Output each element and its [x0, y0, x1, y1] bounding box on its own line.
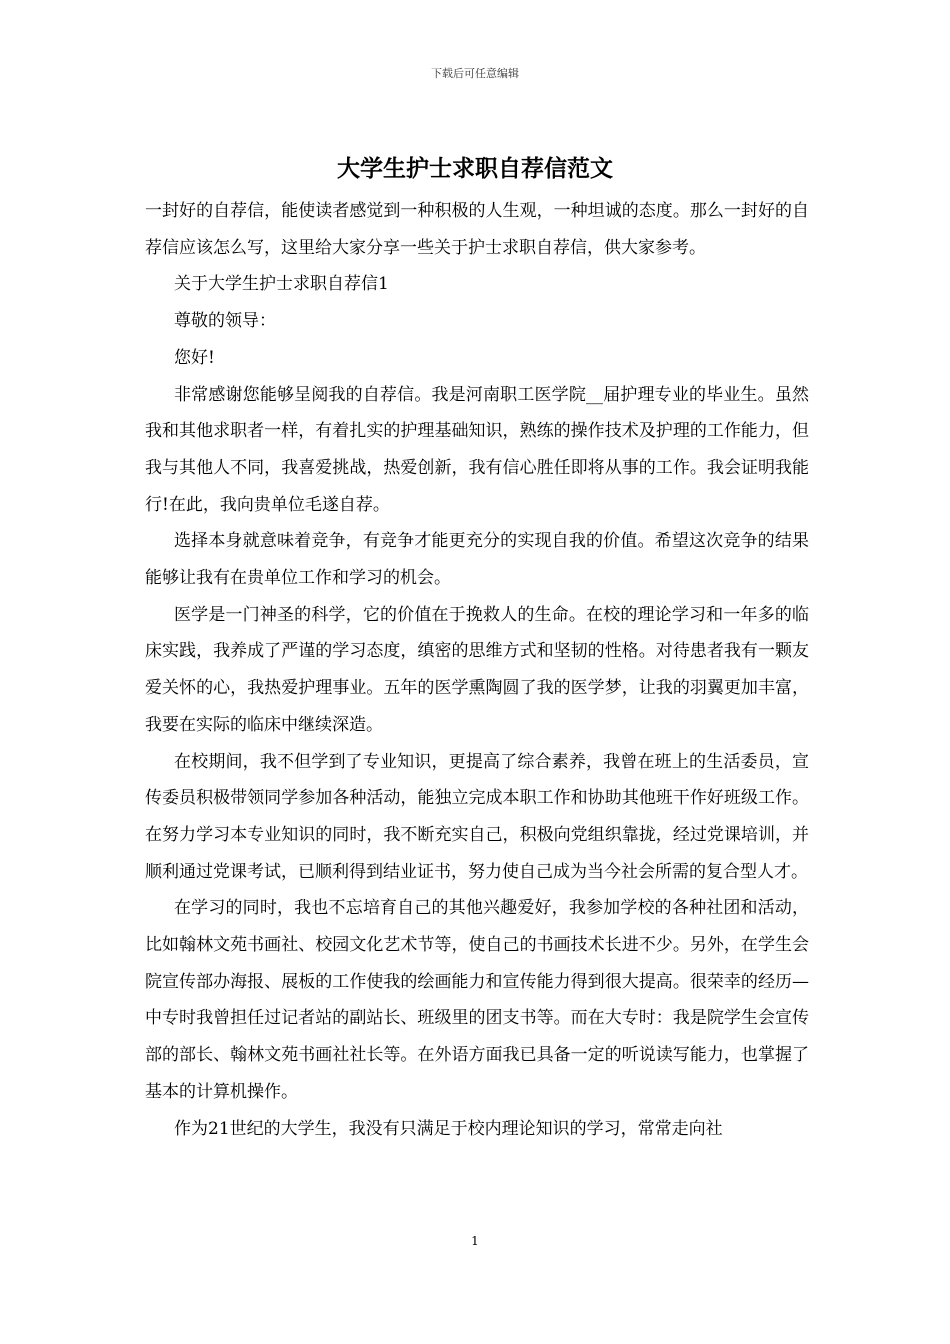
intro-paragraph: 一封好的自荐信，能使读者感觉到一种积极的人生观，一种坦诚的态度。那么一封好的自荐信应该怎么写，这里给大家分享一些关于护士求职自荐信，供大家参考。	[145, 201, 809, 258]
body-paragraph: 在校期间，我不但学到了专业知识，更提高了综合素养，我曾在班上的生活委员，宣传委员积极带领同学参加各种活动，能独立完成本职工作和协助其他班干作好班级工作。在努力学习本专业知识的同时，我不断充实自己，积极向党组织靠拢，经过党课培训，并顺利通过党课考试，已顺利得到结业证书，努力使自己成为当今社会所需的复合型人才。	[145, 751, 809, 882]
section-heading: 关于大学生护士求职自荐信1	[174, 274, 389, 295]
greeting: 您好!	[174, 347, 215, 368]
body-paragraph: 选择本身就意味着竞争，有竞争才能更充分的实现自我的价值。希望这次竞争的结果能够让我有在贵单位工作和学习的机会。	[145, 531, 809, 589]
body-paragraph: 作为21世纪的大学生，我没有只满足于校内理论知识的学习，常常走向社	[174, 1118, 723, 1139]
body-paragraph: 医学是一门神圣的科学，它的价值在于挽救人的生命。在校的理论学习和一年多的临床实践，我养成了严谨的学习态度，缜密的思维方式和坚韧的性格。对待患者我有一颗友爱关怀的心，我热爱护理事业。五年的医学熏陶圆了我的医学梦，让我的羽翼更加丰富，我要在实际的临床中继续深造。	[145, 604, 809, 735]
document-body	[145, 193, 809, 1147]
page-number: 1	[471, 1234, 479, 1248]
salutation: 尊敬的领导：	[174, 311, 276, 332]
page-header-note: 下载后可任意编辑	[431, 67, 519, 80]
body-paragraph: 在学习的同时，我也不忘培育自己的其他兴趣爱好，我参加学校的各种社团和活动，比如翰林文苑书画社、校园文化艺术节等，使自己的书画技术长进不少。另外，在学生会院宣传部办海报、展板的工作使我的绘画能力和宣传能力得到很大提高。很荣幸的经历—中专时我曾担任过记者站的副站长、班级里的团支书等。而在大专时：我是院学生会宣传部的部长、翰林文苑书画社社长等。在外语方面我已具备一定的听说读写能力，也掌握了基本的计算机操作。	[145, 898, 809, 1102]
document-title: 大学生护士求职自荐信范文	[337, 155, 613, 182]
body-paragraph: 非常感谢您能够呈阅我的自荐信。我是河南职工医学院__届护理专业的毕业生。虽然我和其他求职者一样，有着扎实的护理基础知识，熟练的操作技术及护理的工作能力，但我与其他人不同，我喜爱挑战，热爱创新，我有信心胜任即将从事的工作。我会证明我能行!在此，我向贵单位毛遂自荐。	[145, 384, 809, 515]
